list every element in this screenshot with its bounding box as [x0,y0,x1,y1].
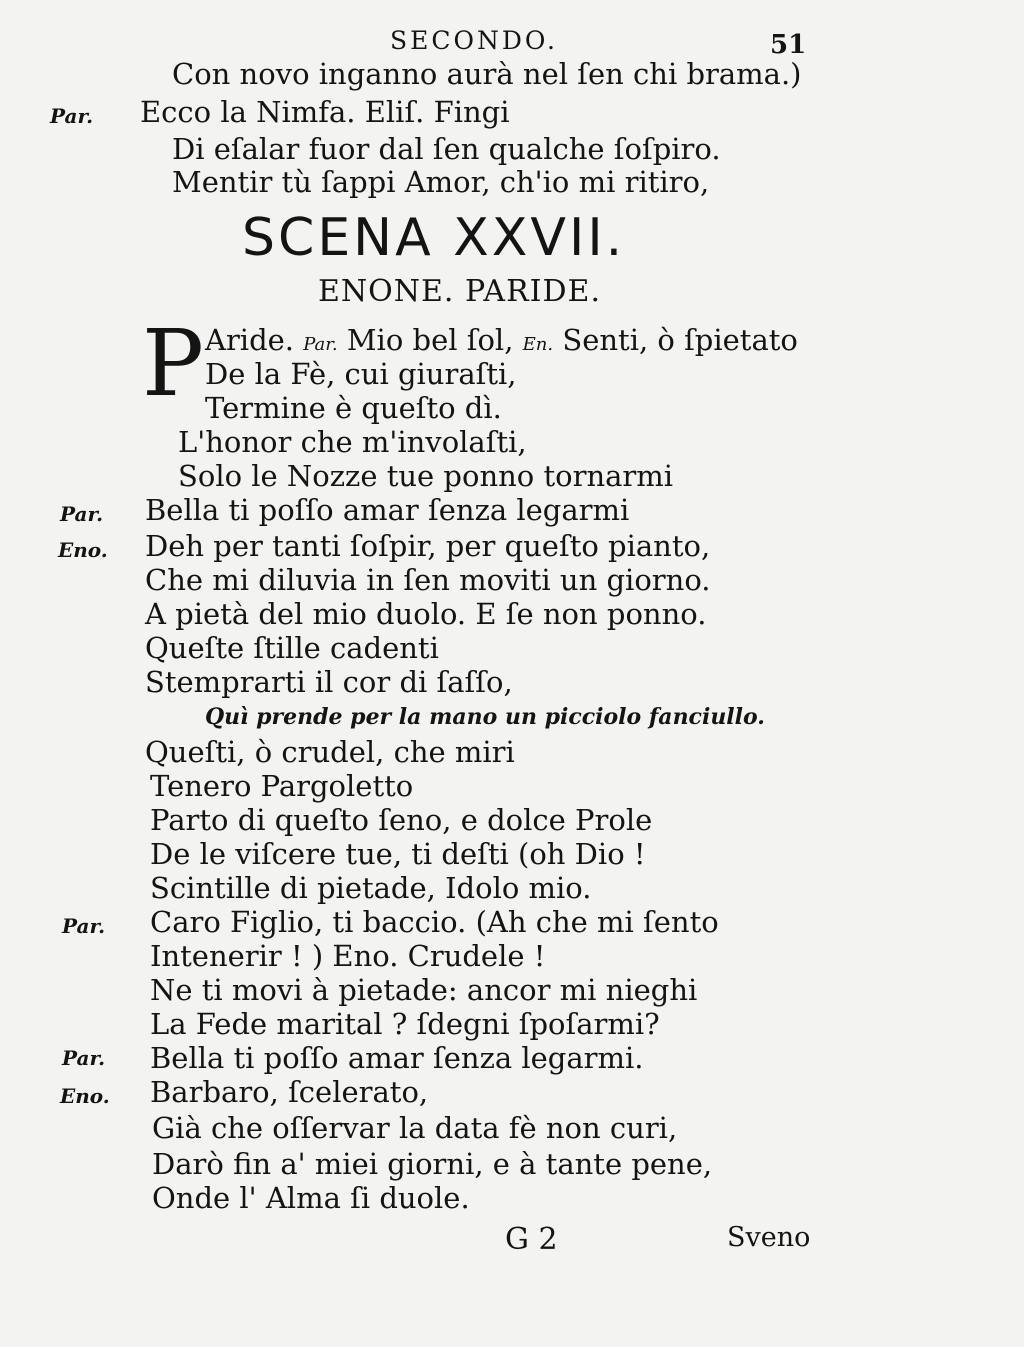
catchword: Sveno [727,1222,811,1253]
speaker-label: Par. [60,502,104,526]
verse-line: Deh per tanti ſoſpir, per queſto pianto, [145,529,711,563]
speaker-inline: Par. [303,334,338,355]
verse-line: Già che oſſervar la data fè non curi, [152,1111,678,1145]
verse-line: Parto di queſto ſeno, e dolce Prole [150,803,653,837]
verse-line: Ecco la Nimfa. Eliſ. Fingi [140,95,510,129]
verse-line: Tenero Pargoletto [150,769,414,803]
verse-line: Queſte ſtille cadenti [145,631,439,665]
speaker-label: Par. [62,1046,106,1070]
scene-title: SCENA XXVII. [242,208,626,268]
verse-line: Che mi diluvia in ſen moviti un giorno. [145,563,711,597]
verse-line: Intenerir ! ) Eno. Crudele ! [150,939,546,973]
verse-line: Scintille di pietade, Idolo mio. [150,871,592,905]
speaker-label: Eno. [60,1084,110,1108]
verse-line: Queſti, ò crudel, che miri [145,735,515,769]
verse-line: Con novo inganno aurà nel ſen chi brama.) [172,57,802,91]
opening-word: Aride. [205,323,295,357]
verse-line: Di eſalar fuor dal ſen qualche ſoſpiro. [172,132,721,166]
verse-line: Darò fin a' miei giorni, e à tante pene, [152,1147,713,1181]
signature-mark: G 2 [505,1222,558,1257]
verse-line: Barbaro, ſcelerato, [150,1075,429,1109]
running-head: SECONDO. [390,26,558,55]
opening-line [205,324,798,361]
verse-line: Termine è queſto dì. [205,391,502,425]
verse-line: Onde l' Alma ſi duole. [152,1181,470,1215]
verse-line: Bella ti poſſo amar ſenza legarmi [145,493,630,527]
speaker-inline: En. [522,334,554,355]
verse-line: Caro Figlio, ti baccio. (Ah che mi ſento [150,905,719,939]
opening-text-end: Senti, ò ſpietato [562,323,798,357]
verse-line: De la Fè, cui giuraſti, [205,357,517,391]
stage-direction: Quì prende per la mano un picciolo fanciullo. [205,704,765,730]
speaker-label: Eno. [58,538,108,562]
verse-line: Ne ti movi à pietade: ancor mi nieghi [150,973,698,1007]
verse-line: Bella ti poſſo amar ſenza legarmi. [150,1041,644,1075]
verse-line: Mentir tù ſappi Amor, ch'io mi ritiro, [172,165,710,199]
opening-text: Mio bel ſol, [346,323,514,357]
verse-line: De le viſcere tue, ti deſti (oh Dio ! [150,837,646,871]
verse-line: La Fede marital ? ſdegni ſpoſarmi? [150,1007,660,1041]
drop-cap: P [142,310,204,417]
verse-line: Solo le Nozze tue ponno tornarmi [178,459,674,493]
speaker-label: Par. [62,914,106,938]
verse-line: A pietà del mio duolo. E ſe non ponno. [145,597,707,631]
verse-line: L'honor che m'involaſti, [178,425,527,459]
verse-line: Stemprarti il cor di ſaſſo, [145,665,513,699]
speaker-label: Par. [50,104,94,128]
page-number: 51 [770,30,807,60]
scene-characters: ENONE. PARIDE. [318,274,601,309]
